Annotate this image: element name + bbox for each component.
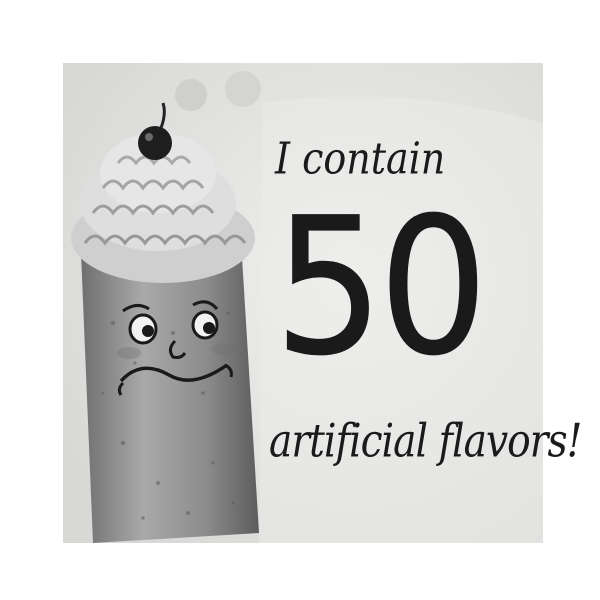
ad-headline-number: 50 <box>274 176 484 398</box>
ad-headline-line-1: I contain <box>275 133 446 184</box>
decor-dot <box>175 79 207 111</box>
vintage-ad-badge <box>63 63 582 543</box>
milkshake-glass <box>81 241 259 543</box>
ad-headline-line-3: artificial flavors! <box>269 415 582 468</box>
decor-dot <box>225 71 261 107</box>
